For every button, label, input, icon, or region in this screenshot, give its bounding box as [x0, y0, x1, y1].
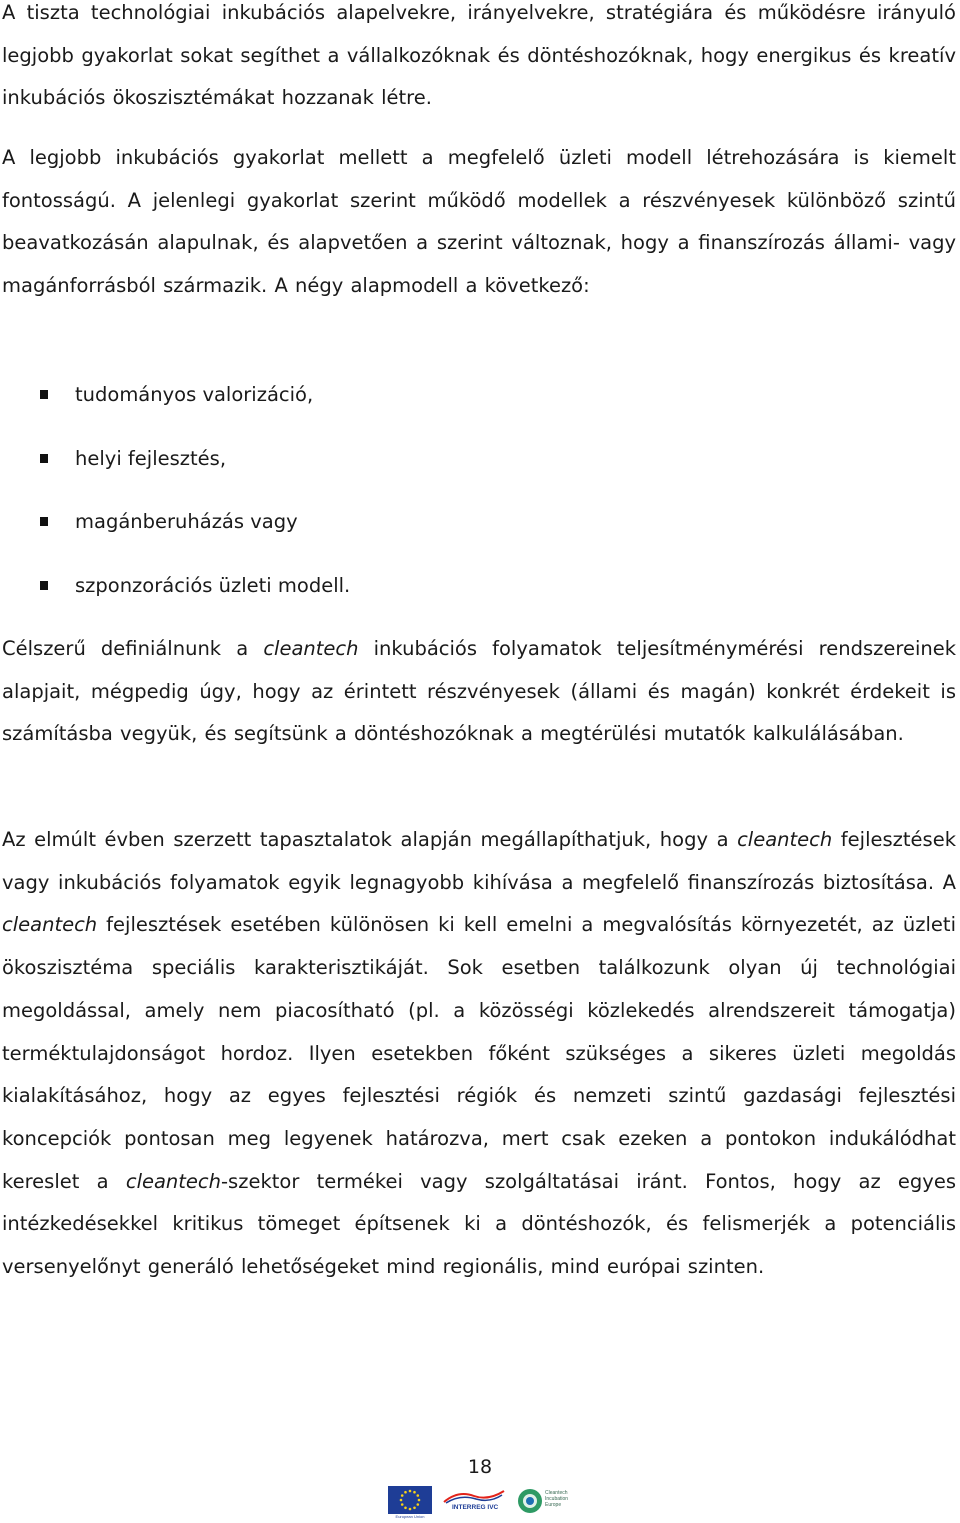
paragraph-financing-text-b: fejlesztések vagy inkubációs folyamatok egyik legnagyobb kihívása a megfelelő finanszírozás biztosítása. A	[2, 828, 956, 894]
paragraph-financing-emphasis-3: cleantech	[125, 1169, 222, 1193]
model-list	[0, 372, 700, 626]
list-item-text: szponzorációs üzleti modell.	[75, 573, 351, 597]
list-item-text: tudományos valorizáció,	[75, 383, 314, 406]
list-item	[0, 499, 700, 563]
cleantech-incubation-europe-logo	[516, 1486, 580, 1516]
footer-logos	[384, 1484, 584, 1518]
cie-circle-icon	[516, 1486, 544, 1516]
paragraph-business-model	[2, 137, 956, 308]
eu-stars-icon	[388, 1486, 432, 1514]
paragraph-performance-text-b: inkubációs folyamatok teljesítménymérési rendszereinek alapjait, mégpedig úgy, hogy az érintett részvényesek (állami és magán) konkrét érdekeit is számításba vegyük, és segítsünk a döntéshozóknak a megtérülési mutatók kalkulálásában.	[2, 637, 957, 746]
paragraph-performance	[2, 628, 956, 756]
paragraph-intro-text: A tiszta technológiai inkubációs alapelvekre, irányelvekre, stratégiára és működésre irányuló legjobb gyakorlat sokat segíthet a vállalkozóknak és döntéshozóknak, hogy energikus és kreatív inkubációs ökoszisztémákat hozzanak létre.	[2, 1, 956, 110]
list-item-text: helyi fejlesztés,	[75, 446, 227, 470]
paragraph-intro	[2, 0, 956, 120]
interreg-swoosh-icon	[440, 1488, 508, 1504]
eu-flag-logo	[388, 1486, 432, 1514]
square-bullet-icon	[40, 517, 48, 526]
paragraph-financing-emphasis-2: cleantech	[2, 913, 98, 937]
paragraph-financing	[2, 819, 956, 1289]
interreg-logo	[440, 1488, 508, 1516]
square-bullet-icon	[40, 390, 48, 399]
list-item	[0, 436, 700, 500]
interreg-logo-label: INTERREG IVC	[452, 1504, 499, 1511]
paragraph-financing-text-c: fejlesztések esetében különösen ki kell emelni a megvalósítás környezetét, az üzleti ökoszisztéma speciális karakterisztikáját. Sok esetben találkozunk olyan új technológiai megoldással, amely nem piacosítható (pl. a közösségi közlekedés alrendszereit támogatja) terméktulajdonságot hordoz. Ilyen esetekben főként szükséges a sikeres üzleti megoldás kialakításához, hogy az egyes fejlesztési régiók és nemzeti szintű gazdasági fejlesztési koncepciók pontosan meg legyenek határozva, mert csak ezeken a pontokon indukálódhat kereslet a	[2, 913, 956, 1193]
paragraph-performance-text-a: Célszerű definiálnunk a	[2, 637, 264, 660]
list-item	[0, 563, 700, 627]
square-bullet-icon	[40, 581, 48, 590]
square-bullet-icon	[40, 454, 48, 463]
page-number: 18	[467, 1456, 493, 1478]
cie-logo-label: Cleantech Incubation Europe	[545, 1490, 569, 1508]
paragraph-financing-text-d: -szektor termékei vagy szolgáltatásai iránt. Fontos, hogy az egyes intézkedésekkel kritikus tömeget építsenek ki a döntéshozók, és felismerjék a potenciális versenyelőnyt generáló lehetőségeket mind regionális, mind európai szinten.	[2, 1169, 956, 1279]
paragraph-financing-text-a: Az elmúlt évben szerzett tapasztalatok alapján megállapíthatjuk, hogy a	[2, 828, 738, 851]
list-item-text: magánberuházás vagy	[75, 510, 298, 534]
paragraph-financing-emphasis-1: cleantech	[737, 828, 833, 851]
paragraph-business-model-text: A legjobb inkubációs gyakorlat mellett a megfelelő üzleti modell létrehozására is kiemelt fontosságú. A jelenlegi gyakorlat szerint működő modellek a részvényesek különböző szintű beavatkozásán alapulnak, és alapvetően a szerint változnak, hogy a finanszírozás állami- vagy magánforrásból származik. A négy alapmodell a következő:	[2, 146, 956, 298]
list-item	[0, 372, 700, 436]
paragraph-performance-emphasis: cleantech	[263, 637, 359, 660]
eu-logo-caption: European Union	[395, 1514, 425, 1519]
